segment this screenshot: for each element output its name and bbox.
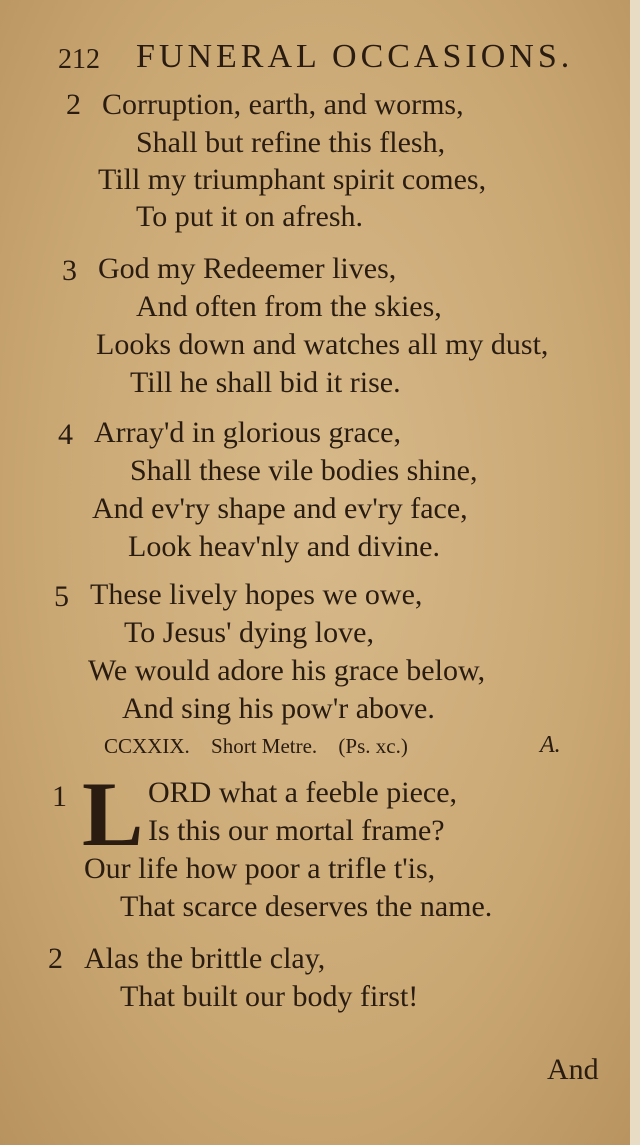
hymn-tune: A. <box>540 732 561 758</box>
verse-line: And often from the skies, <box>136 290 442 323</box>
verse-line: Till he shall bid it rise. <box>130 366 401 399</box>
verse-line: Our life how poor a trifle t'is, <box>84 852 436 885</box>
stanza-number: 5 <box>54 580 69 613</box>
page-edge <box>630 0 640 1145</box>
verse-line: And ev'ry shape and ev'ry face, <box>92 492 468 525</box>
verse-line: Till my triumphant spirit comes, <box>98 163 487 196</box>
verse-line: Looks down and watches all my dust, <box>96 328 549 361</box>
verse-line: To put it on afresh. <box>136 200 364 233</box>
page-header <box>58 38 598 82</box>
verse-line: We would adore his grace below, <box>88 654 486 687</box>
verse-line: Shall but refine this flesh, <box>136 126 446 159</box>
stanza-number: 2 <box>66 88 81 121</box>
verse-line: Is this our mortal frame? <box>148 814 445 847</box>
hymn-number: CCXXIX. <box>104 734 190 758</box>
hymn-title <box>104 734 424 759</box>
drop-cap: L <box>82 763 144 865</box>
verse-line: Array'd in glorious grace, <box>94 416 401 449</box>
stanza-number: 2 <box>48 942 63 975</box>
verse-line: These lively hopes we owe, <box>90 578 423 611</box>
page-number: 212 <box>58 44 100 75</box>
verse-line: Look heav'nly and divine. <box>128 530 440 563</box>
hymn-psalm: (Ps. xc.) <box>338 734 408 758</box>
verse-line: That built our body first! <box>120 980 419 1013</box>
stanza-number: 4 <box>58 418 73 451</box>
stanza-number: 1 <box>52 780 67 813</box>
catchword: And <box>547 1053 599 1086</box>
stanza-number: 3 <box>62 254 77 287</box>
verse-line: Shall these vile bodies shine, <box>130 454 478 487</box>
verse-line: ORD what a feeble piece, <box>148 776 458 809</box>
hymn-metre: Short Metre. <box>211 734 318 758</box>
verse-line: And sing his pow'r above. <box>122 692 435 725</box>
running-head: FUNERAL OCCASIONS. <box>136 38 574 75</box>
verse-line: That scarce deserves the name. <box>120 890 493 923</box>
verse-line: To Jesus' dying love, <box>124 616 374 649</box>
verse-line: Alas the brittle clay, <box>84 942 326 975</box>
verse-line: God my Redeemer lives, <box>98 252 397 285</box>
verse-line: Corruption, earth, and worms, <box>102 88 464 121</box>
